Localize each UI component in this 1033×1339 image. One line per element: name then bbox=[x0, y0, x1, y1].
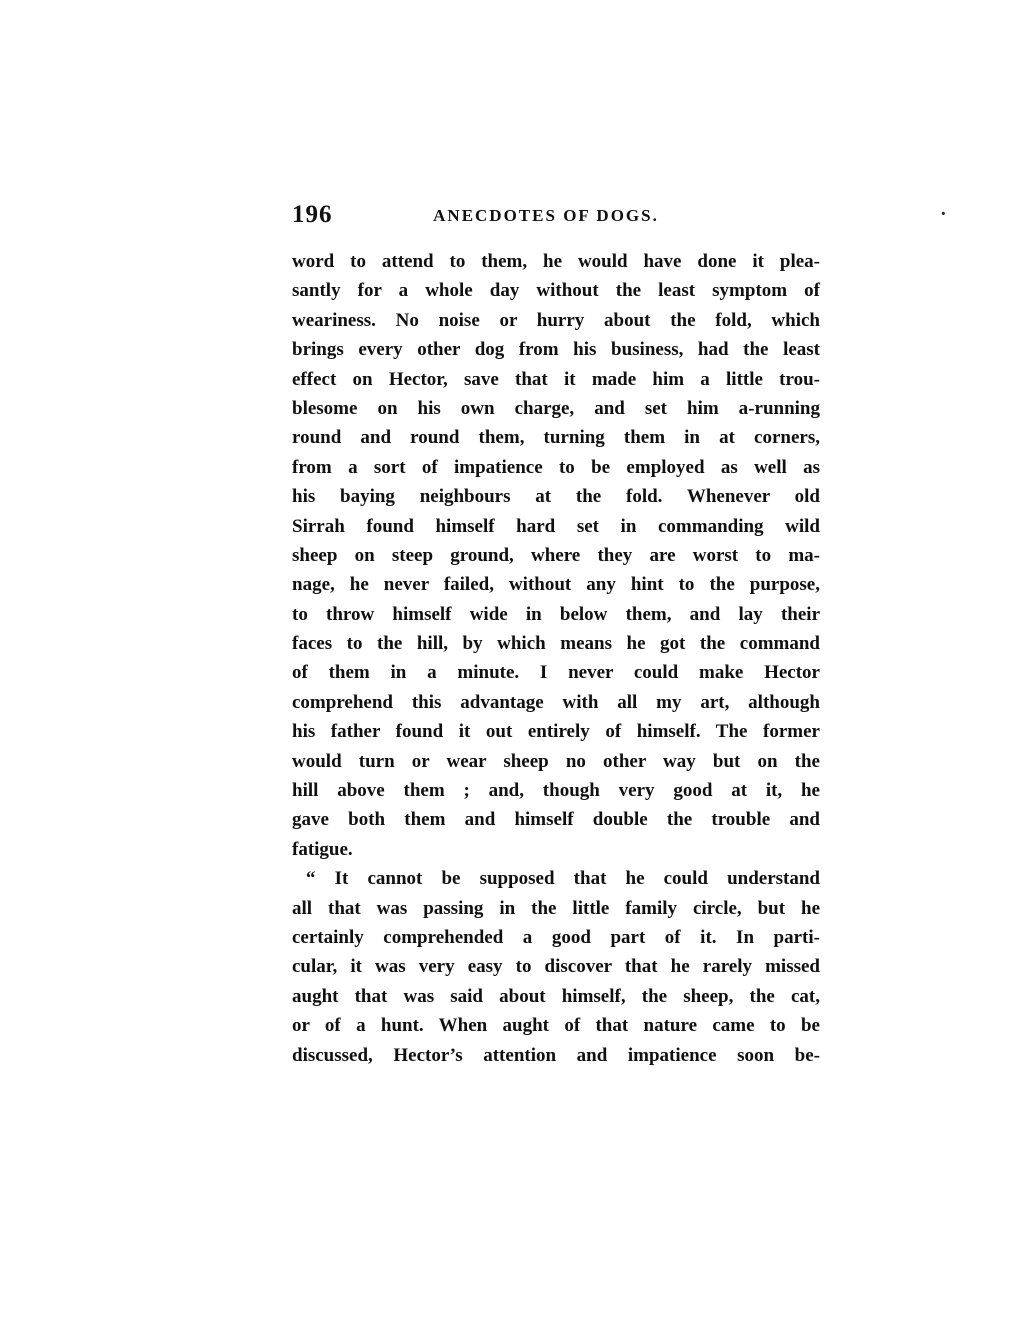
running-title: ANECDOTES OF DOGS. bbox=[433, 206, 659, 225]
text-line: comprehend this advantage with all my art, although bbox=[292, 691, 820, 713]
text-line: or of a hunt. When aught of that nature came to be bbox=[292, 1015, 820, 1037]
text-line: of them in a minute. I never could make Hector bbox=[292, 662, 820, 684]
text-line: certainly comprehended a good part of it. In parti- bbox=[292, 926, 820, 948]
text-line: Sirrah found himself hard set in commanding wild bbox=[292, 515, 820, 537]
text-line: aught that was said about himself, the sheep, the cat, bbox=[292, 985, 820, 1007]
header-mark: · bbox=[940, 203, 947, 225]
page-body bbox=[292, 247, 820, 1070]
text-line: hill above them ; and, though very good at it, he bbox=[292, 780, 820, 802]
text-line: to throw himself wide in below them, and lay their bbox=[292, 603, 820, 625]
text-line: would turn or wear sheep no other way but on the bbox=[292, 750, 820, 772]
text-line: faces to the hill, by which means he got the command bbox=[292, 633, 820, 655]
text-line: blesome on his own charge, and set him a-running bbox=[292, 397, 820, 419]
text-line: discussed, Hector’s attention and impatience soon be- bbox=[292, 1044, 820, 1066]
text-line: cular, it was very easy to discover that he rarely missed bbox=[292, 956, 820, 978]
text-line: weariness. No noise or hurry about the fold, which bbox=[292, 309, 820, 331]
text-line: gave both them and himself double the trouble and bbox=[292, 809, 820, 831]
text-line: nage, he never failed, without any hint to the purpose, bbox=[292, 574, 820, 596]
page-header bbox=[292, 200, 947, 230]
text-line: effect on Hector, save that it made him a little trou- bbox=[292, 368, 820, 390]
text-line: from a sort of impatience to be employed as well as bbox=[292, 456, 820, 478]
text-line: round and round them, turning them in at corners, bbox=[292, 427, 820, 449]
text-line: all that was passing in the little family circle, but he bbox=[292, 897, 820, 919]
text-line: sheep on steep ground, where they are worst to ma- bbox=[292, 544, 820, 566]
text-line: his father found it out entirely of himself. The former bbox=[292, 721, 820, 743]
text-line: fatigue. bbox=[292, 838, 353, 860]
text-line: santly for a whole day without the least symptom of bbox=[292, 280, 820, 302]
text-line: brings every other dog from his business, had the least bbox=[292, 339, 820, 361]
page-number: 196 bbox=[292, 201, 333, 228]
text-line: his baying neighbours at the fold. Whenever old bbox=[292, 486, 820, 508]
text-line: “ It cannot be supposed that he could understand bbox=[306, 868, 820, 890]
text-line: word to attend to them, he would have done it plea- bbox=[292, 251, 820, 272]
